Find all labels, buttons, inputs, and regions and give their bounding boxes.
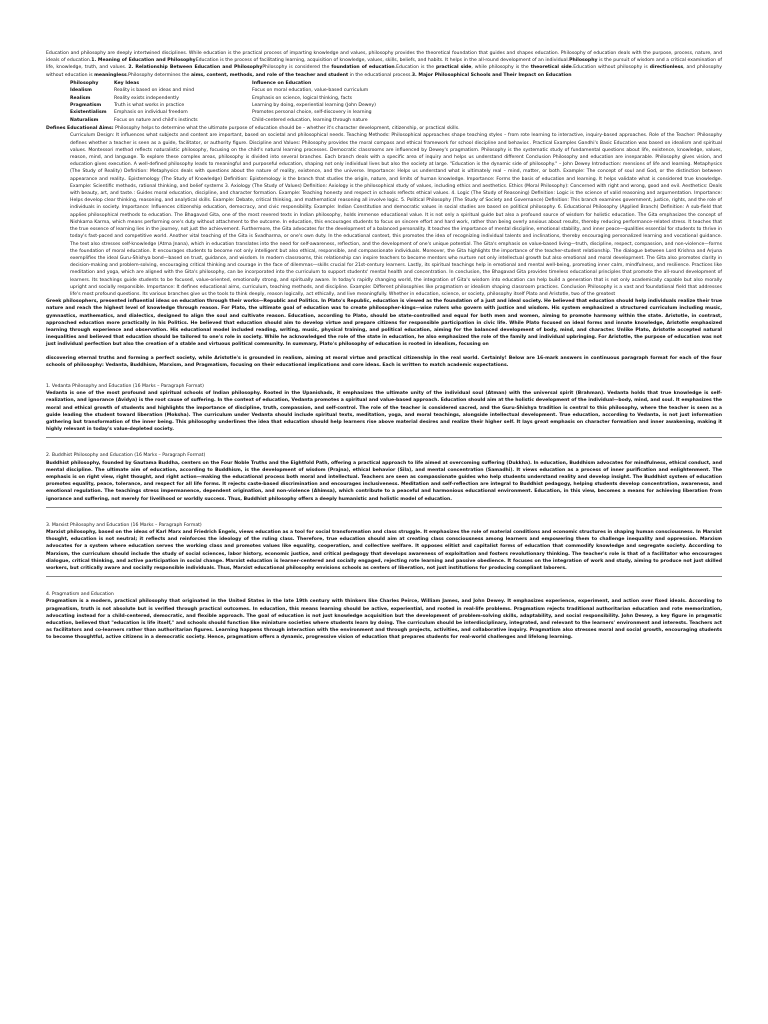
table-cell: Pragmatism: [70, 103, 102, 109]
heading-meaning: 1. Meaning of Education and Philosophy: [91, 58, 196, 64]
table-cell: Realism: [70, 95, 91, 101]
table-cell: Child-centered education, learning through nature: [252, 117, 368, 123]
table-row: [70, 102, 486, 109]
table-row: [70, 95, 486, 102]
section-title: 3. Marxist Philosophy and Education (16 Marks – Paragraph Format): [46, 522, 202, 528]
table-header: Philosophy: [70, 80, 99, 86]
sixteen-mark-intro: discovering eternal truths and forming a perfect society, while Aristotle's is grounded in realism, aiming at moral virtue and practical citizenship in the real world. Certainly! Below are 16-mark answers in continuous paragraph format for each of the four schools of philosophy: Vedanta, Buddhism, Marxism, and Pragmatism, focusing on their educational implications and core ideas. Each is written to match academic expectations.: [46, 355, 722, 368]
table-cell: Reality exists independently: [114, 95, 179, 101]
table-header-row: [70, 80, 486, 87]
educational-aims-line: Defines Educational Aims: Philosophy helps to determine what the ultimate purpose of education should be – whether it's character development, citizenship, or practical skills.: [46, 126, 460, 132]
table-cell: Focus on nature and child's instincts: [114, 117, 198, 123]
table-row: [70, 109, 486, 116]
table-cell: Emphasis on science, logical thinking, facts: [252, 95, 353, 101]
branches-paragraph: Curriculum Design: It influences what subjects and content are important, based on societal and philosophical needs. Teaching Methods: Philosophical approaches shape teaching styles – from rote learning to interactive, inquiry-based approaches. Role of the Teacher: Philosophy defines whether a teacher is seen as a guide, facilitator, or authority figure. Discipline and Values: Philosophy provides the moral compass and ethical framework for school discipline and behavior.. Practical Examples Gandhi's Basic Education was based on idealism and spiritual values. Montessori method reflects naturalistic philosophy, focusing on the child's natural learning processes. Democratic classrooms are influenced by Dewey's pragmatism. Philosophy is the systematic study of fundamental questions about life, existence, knowledge, values, reason, mind, and language. To explore these complex areas, philosophy is divided into several branches. Each branch deals with a specific area of inquiry and helps us understand different Conclusion Philosophy and education are inseparable. Philosophy gives vision, and education gives execution. A well-defined philosophy leads to meaningful and purposeful education, shaping not only individual lives but also the society at large. "Education is the dynamic side of philosophy." – John Dewey Introduction: mensions of life and learning. Metaphysics (The Study of Reality) Definition: Metaphysics deals with questions about the nature of reality, existence, and the universe. Importance: Helps us understand what is ultimately real – mind, matter, or both. Example: The concept of soul and God, or the distinction between appearance and reality.. Epistemology (The Study of Knowledge) Definition: Epistemology is the branch that studies the origin, nature, and limits of human knowledge. Importance: Forms the basis of education and learning. It helps validate what is considered true knowledge. Example: Scientific methods, rational thinking, and belief systems 3. Axiology (The Study of Values) Definition: Axiology is the philosophical study of values, including ethics and aesthetics. Ethics (Moral Philosophy): Concerned with right and wrong, good and evil. Aesthetics: Deals with beauty, art, and taste.: Guides moral education, discipline, and character formation. Example: Teaching honesty and respect in schools reflects ethical values. 4. Logic (The Study of Reasoning) Definition: Logic is the science of valid reasoning and argumentation. Importance: Helps develop clear thinking, reasoning, and analytical skills. Example: Debate, critical thinking, and mathematical reasoning all involve logic. 5. Political Philosophy (The Study of Society and Governance) Definition: This branch examines government, justice, rights, and the role of individuals in society. Importance: Influences citizenship education, democracy, and civic responsibility. Example: Indian Constitution and democratic values in social studies are based on political philosophy. 6. Educational Philosophy (Applied Branch) Definition: A sub-field that applies philosophical methods to education. The Bhagavad Gita, one of the most revered texts in Indian philosophy, holds immense educational value. It is not only a spiritual guide but also a profound source of wisdom for holistic education. The Gita emphasizes the concept of Nishkama Karma, which means performing one's duty without attachment to the outcome. In education, this encourages students to focus on sincere effort and hard work, rather than being overly anxious about results, thereby reducing performance-related stress. It teaches that the true essence of learning lies in the journey, not just the achievement. Furthermore, the Gita advocates for the development of a balanced personality. It teaches the importance of mental discipline, emotional stability, and inner peace—qualities essential for students to thrive in today's fast-paced and competitive world. Another vital teaching of the Gita is Svadharma, or one's own duty. In the educational context, this promotes the idea of recognizing individual talents and inclinations, thereby encouraging personalized learning and vocational guidance. The text also stresses self-knowledge (Atma Jnana), which in education translates into the need for self-awareness, reflection, and the development of one's unique potential. The Gita's emphasis on value-based living—truth, discipline, respect, compassion, and non-violence—forms the foundation of moral education. It encourages students to become not only intelligent but also ethical, responsible, and compassionate individuals. Moreover, the Gita highlights the importance of the teacher-student relationship. The dialogue between Lord Krishna and Arjuna exemplifies the ideal Guru-Shishya bond—based on trust, guidance, and wisdom. In modern classrooms, this relationship can inspire teachers to become mentors who nurture not only intellectual growth but also emotional and moral development. The Gita also promotes clarity in decision-making and problem-solving, encouraging critical thinking and courage in the face of dilemmas—skills crucial for 21st-century learners. Lastly, its spiritual teachings help in emotional and mental well-being, promoting inner calm, mindfulness, and resilience. Practices like meditation and yoga, which are aligned with the Gita's philosophy, can be incorporated into the curriculum to support students' mental health and concentration. In conclusion, the Bhagavad Gita provides timeless educational principles that promote the all-round development of learners. Its teachings guide students to be focused, value-oriented, emotionally strong, and spiritually aware. In today's rapidly changing world, the integration of Gita's wisdom into education can help build a generation that is not only academically capable but also morally upright and socially responsible. Importance: It defines educational aims, curriculum, teaching methods, and discipline. Example: Different philosophies like pragmatism or idealism shaping classroom practices. Conclusion Philosophy is a vast and foundational field that addresses life's most profound questions. Its various branches give us the tools to think deeply, reason logically, act ethically, and live meaningfully. Whether in education, science, or society, philosophy itself Plato and Aristotle, two of the greatest: [70, 133, 722, 297]
table-header: Influence on Education: [252, 80, 312, 86]
section-marxism: [46, 522, 722, 577]
section-divider: [46, 576, 722, 577]
section-vedanta: [46, 383, 722, 438]
section-body: Pragmatism is a modern, practical philosophy that originated in the United States in the late 19th century with thinkers like Charles Peirce, William James, and John Dewey. It emphasizes experience, experiment, and action over fixed ideals. According to pragmatism, truth is not absolute but is verified through practical outcomes. In education, this means learning should be active, experiential, and rooted in real-life problems. Pragmatism rejects traditional authoritarian education and rote memorization, advocating instead for a child-centered, democratic, and flexible approach. The goal of education is not just knowledge acquisition but the development of problem-solving skills, adaptability, and social responsibility. John Dewey, a key figure in pragmatic education, believed that "education is life itself," and schools should function like miniature societies where students learn by doing. The curriculum should be interdisciplinary, integrated, and relevant to the learners' environment and interests. Teachers act as facilitators and co-learners rather than authoritarian figures. Learning happens through interaction with the environment and through projects, activities, and collaborative inquiry. Pragmatism also stresses moral and social growth, encouraging students to become thoughtful, active citizens in a democratic society. Hence, pragmatism offers a dynamic, progressive vision of education that prepares students for real-world challenges and lifelong learning.: [46, 599, 722, 641]
table-header: Key Ideas: [114, 80, 140, 86]
section-title: 4. Pragmatism and Education: [46, 592, 114, 598]
table-row: [70, 87, 486, 94]
section-body: Vedanta is one of the most profound and spiritual schools of Indian philosophy. Rooted in the Upanishads, it emphasizes the ultimate unity of the individual soul (Atman) with the universal spirit (Brahman). Vedanta holds that true knowledge is self-realization, and ignorance (Avidya) is the root cause of suffering. In the context of education, Vedanta promotes a spiritual and value-based approach. Education should aim at the holistic development of the individual—body, mind, and soul. It emphasizes the moral and ethical growth of students and highlights the importance of discipline, truth, compassion, and self-control. The role of the teacher is considered sacred, and the Guru-Shishya tradition is central to this philosophy, where the teacher is seen as a guide leading the student toward liberation (Moksha). The curriculum under Vedanta should include spiritual texts, meditation, yoga, and moral teachings, alongside intellectual development. True education, according to Vedanta, is not just information gathering but transformation of the inner being. This philosophy underlines the idea that education should help learners rise above material desires and realize their higher self. It lays great emphasis on character formation and inner awakening, making it highly relevant in today's value-depleted society.: [46, 391, 722, 433]
table-cell: Naturalism: [70, 117, 99, 123]
table-cell: Idealism: [70, 88, 92, 94]
section-buddhism: [46, 452, 722, 507]
table-cell: Reality is based on ideas and mind: [114, 88, 195, 94]
section-body: Buddhist philosophy, founded by Gautama Buddha, centers on the Four Noble Truths and the Eightfold Path, offering a practical approach to life aimed at overcoming suffering (Dukkha). In education, Buddhism advocates for mindfulness, ethical conduct, and mental discipline. The ultimate aim of education, according to Buddhism, is the development of wisdom (Prajna), ethical behavior (Sila), and mental concentration (Samadhi). It views education as a process of inner purification and enlightenment. The emphasis is on right view, right thought, and right action—making the educational process both moral and intellectual. Teachers are seen as compassionate guides who help students understand reality and develop insight. The Buddhist system of education promotes equality, peace, tolerance, and respect for all life forms. It rejects caste-based discrimination and encourages inclusiveness. Meditation and self-reflection are integral to Buddhist pedagogy, helping students develop concentration, awareness, and emotional regulation. The teachings stress impermanence, dependent origination, and non-violence (Ahimsa), which contribute to a peaceful and harmonious educational environment. Education, in this view, becomes a means for achieving liberation from ignorance and suffering, not merely for livelihood or worldly success. Thus, Buddhist philosophy offers a deeply humanistic and holistic model of education.: [46, 460, 722, 502]
plato-aristotle-paragraph: Greek philosophers, presented influential ideas on education through their works—Republic and Politics. In Plato's Republic, education is viewed as the foundation of a just and ideal society. He believed that education should help individuals realize their true nature and reach the highest level of knowledge through reason. For Plato, the ultimate goal of education was to create philosopher-kings—wise rulers who govern with justice and wisdom. His system emphasized a structured curriculum including music, gymnastics, mathematics, and dialectics, designed to align the soul and cultivate reason. Education, according to Plato, should be state-controlled and equal for both men and women, aiming to promote harmony within the state. Aristotle, in contrast, approached education more practically in his Politics. He believed that education should aim to develop virtue and prepare citizens for responsible participation in civic life. While Plato focused on ideal forms and innate knowledge, Aristotle emphasized learning through experience and observation. His educational model included reading, writing, music, physical training, and political education, aiming for the balanced development of body, mind, and character. Unlike Plato, Aristotle accepted natural inequalities and believed that education should be tailored to one's role in society. While he acknowledged the role of the state in education, he also emphasized the role of the family and individual upbringing. For Aristotle, the purpose of education was not just individual perfection but also the creation of a stable and virtuous political community. In summary, Plato's philosophy of education is rooted in idealism, focusing on: [46, 299, 722, 348]
table-cell: Emphasis on individual freedom: [114, 110, 188, 116]
section-title: 1. Vedanta Philosophy and Education (16 Marks – Paragraph Format): [46, 383, 204, 389]
table-cell: Truth is what works in practice: [114, 103, 185, 109]
section-divider: [46, 437, 722, 438]
heading-schools: 3. Major Philosophical Schools and Their Impact on Education: [411, 72, 572, 78]
section-title: 2. Buddhist Philosophy and Education (16 Marks – Paragraph Format): [46, 453, 206, 459]
table-cell: Promotes personal choice, self-discovery in learning: [252, 110, 372, 116]
table-cell: Learning by doing, experiential learning (John Dewey): [252, 103, 376, 109]
philosophy-table: [70, 80, 486, 124]
section-body: Marxist philosophy, based on the ideas of Karl Marx and Friedrich Engels, views education as a tool for social transformation and class struggle. It emphasizes the role of material conditions and economic structures in shaping human consciousness. In Marxist thought, education is not neutral; it reflects and reinforces the ideology of the ruling class. Therefore, true education should aim at creating class consciousness among learners and empowering them to challenge inequality and oppression. Marxism advocates for a system where education serves the working class and promotes values like equality, cooperation, and collective welfare. It opposes elitist and capitalist forms of education that commodify knowledge and segregate society. According to Marxism, the curriculum should include the study of social sciences, labor history, economic justice, and critical pedagogy that develops awareness of exploitation and fosters revolutionary thinking. The teacher's role is that of a facilitator who encourages dialogue, critical thinking, and active participation in social change. Marxist education is learner-centered and socially engaged, rejecting rote learning and passive obedience. It focuses on the integration of work and study, aiming to produce not just skilled workers, but critically aware and socially responsible individuals. Thus, Marxist educational philosophy envisions schools as centers of liberation, not just institutions for producing compliant laborers.: [46, 530, 722, 572]
table-cell: Existentialism: [70, 110, 107, 116]
intro-paragraph: Education and philosophy are deeply intertwined disciplines. While education is the practical process of imparting knowledge and values, philosophy provides the theoretical foundation that guides and shapes education. Philosophy of education deals with the purpose, process, nature, and ideals of education.1. Meaning of Education and PhilosophyEducation is the process of facilitating learning, acquisition of knowledge, values, skills, beliefs, and habits. It helps in the all-round development of an individual.Philosophy is the pursuit of wisdom and a critical examination of life, knowledge, truth, and values. 2. Relationship Between Education and PhilosophyPhilosophy is considered the foundation of education.Education is the practical side, while philosophy is the theoretical side.Education without philosophy is directionless, and philosophy without education is meaningless.Philosophy determines the aims, content, methods, and role of the teacher and student in the educational process.3. Major Philosophical Schools and Their Impact on Education: [46, 51, 723, 78]
table-cell: Focus on moral education, value-based curriculum: [252, 88, 369, 94]
section-divider: [46, 507, 722, 508]
table-row: [70, 117, 486, 124]
section-pragmatism: [46, 591, 722, 641]
heading-relationship: 2. Relationship Between Education and Philosophy: [128, 65, 263, 71]
